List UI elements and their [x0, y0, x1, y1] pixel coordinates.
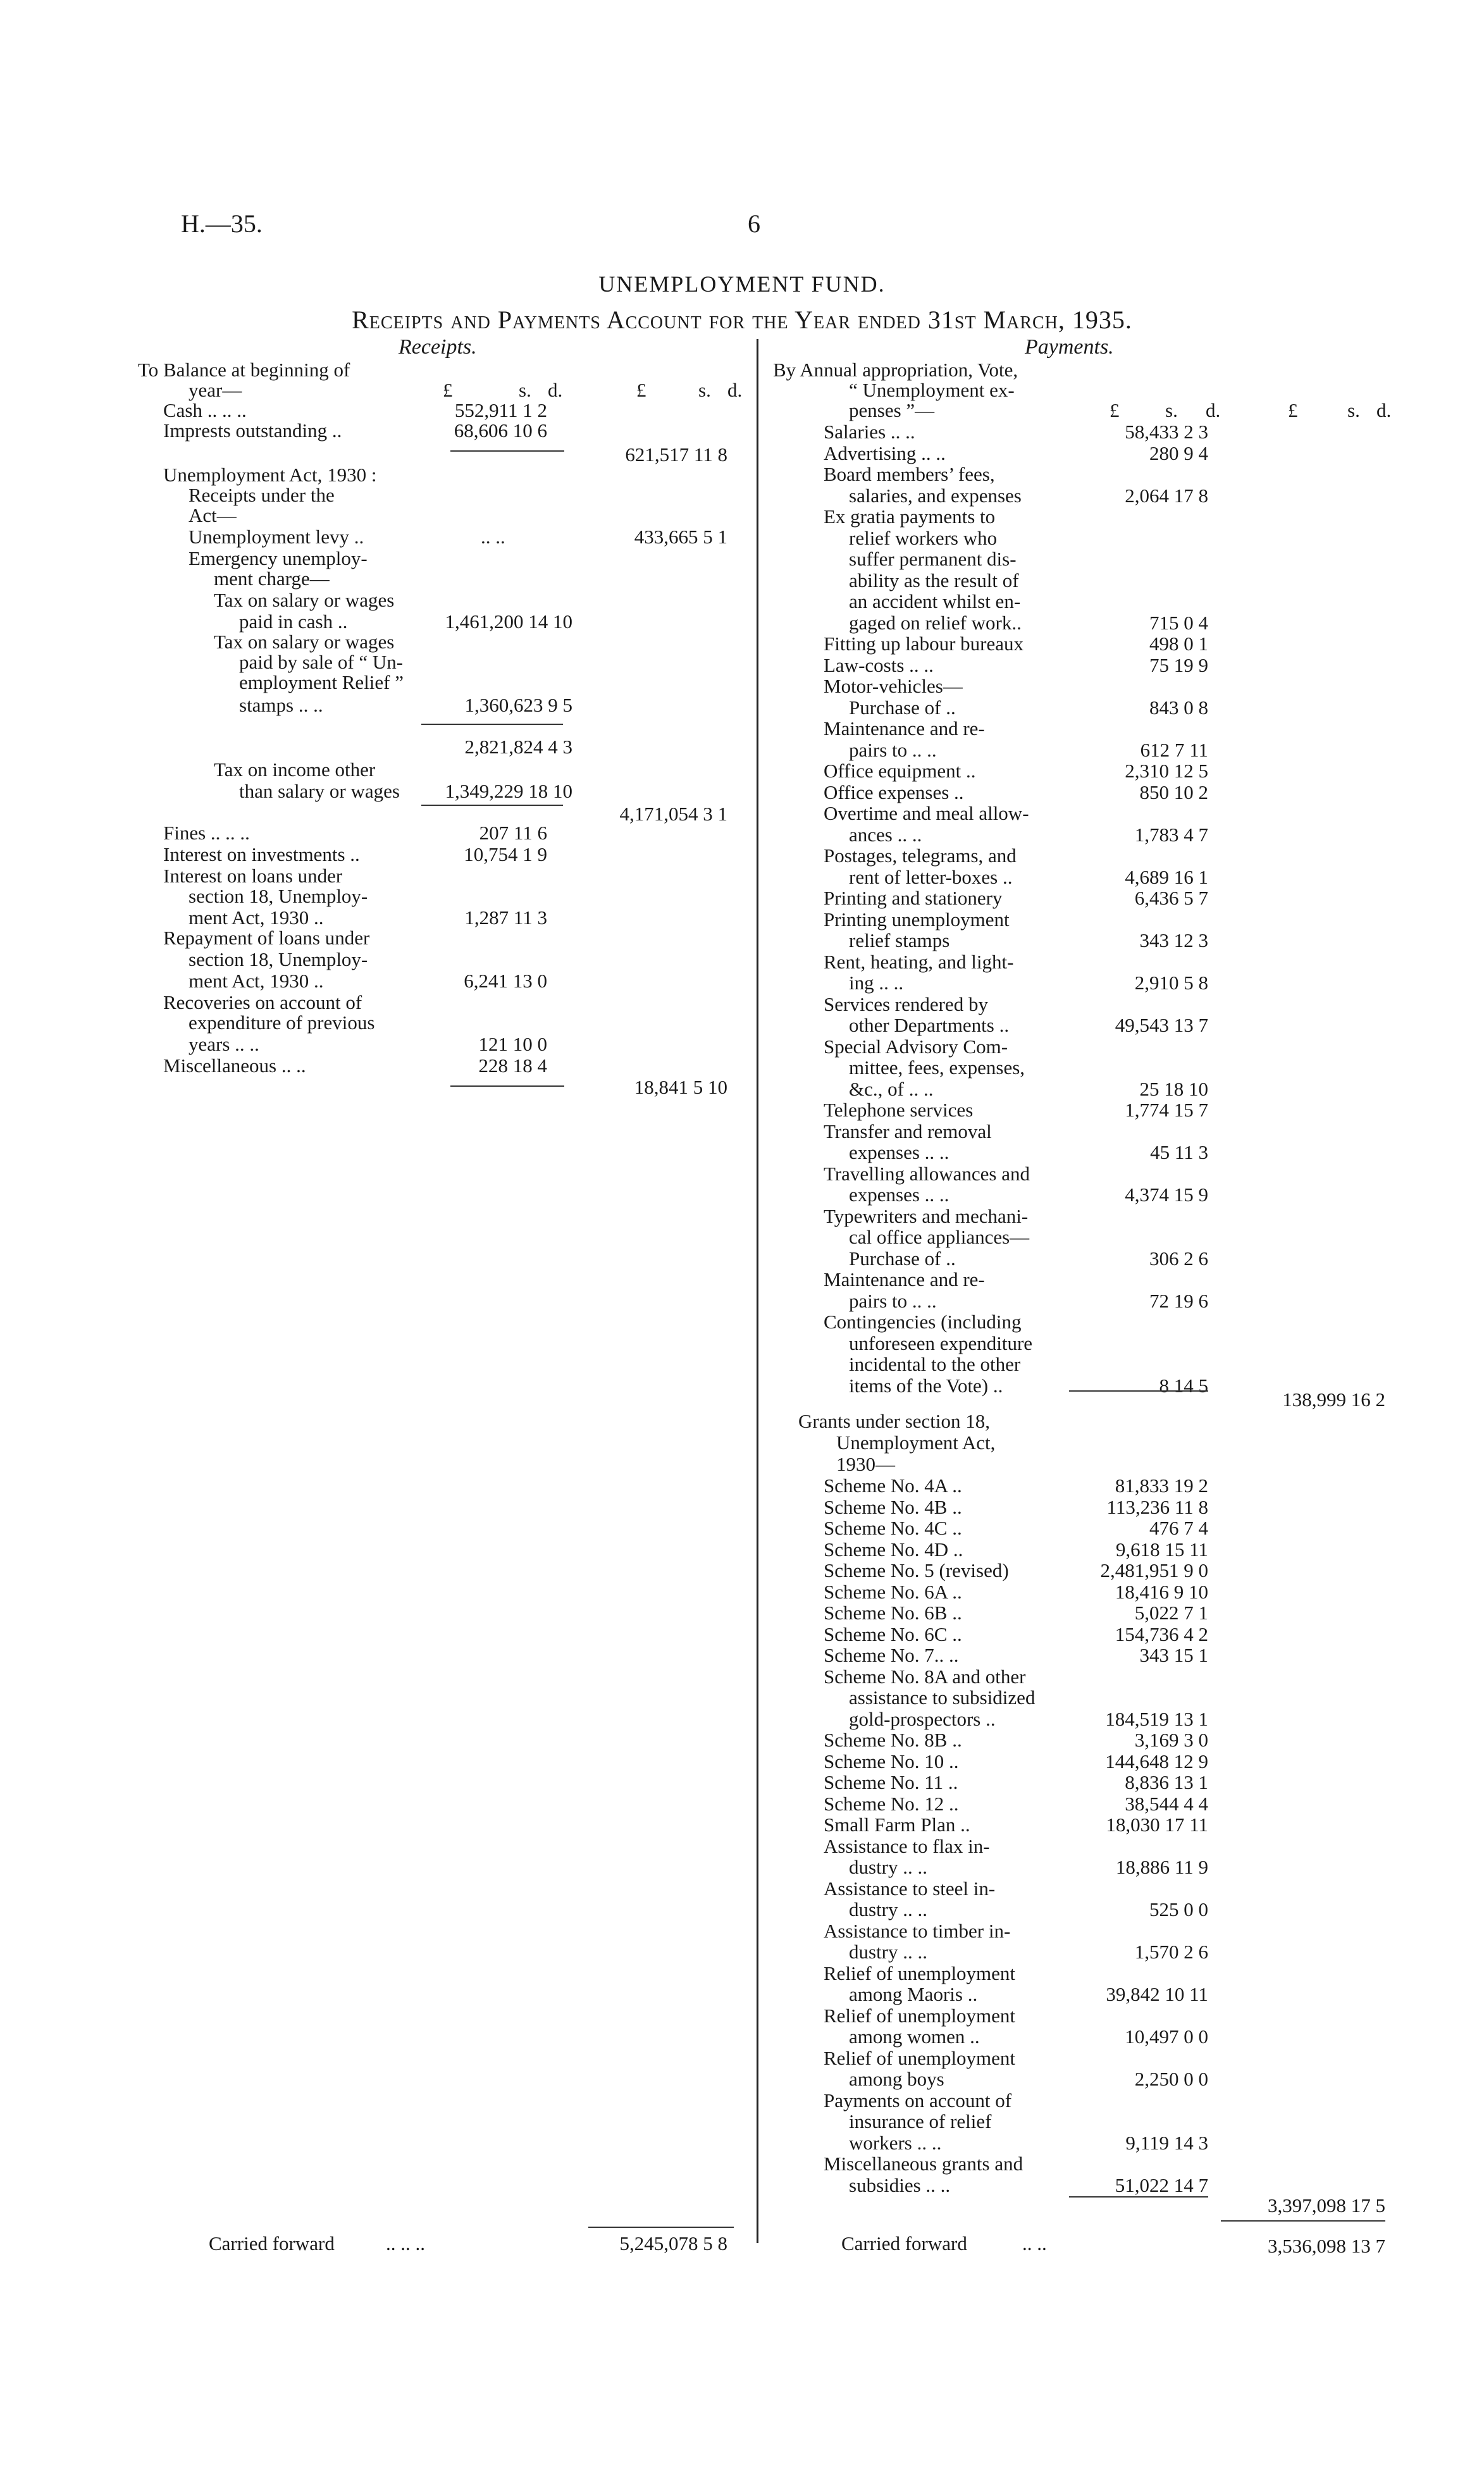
grant-item-label: Assistance to timber in- [824, 1919, 1011, 1942]
misc-label: Miscellaneous .. .. [163, 1054, 306, 1077]
payments-carried-forward-label: Carried forward [841, 2232, 967, 2254]
vote-item-amount: 1,774 15 7 [1125, 1099, 1208, 1121]
vote-item-label: pairs to .. .. [849, 1289, 937, 1312]
vote-item-label: Overtime and meal allow- [824, 802, 1029, 824]
act-label-2: Receipts under the [189, 484, 335, 506]
grant-item-label: Scheme No. 5 (revised) [824, 1559, 1009, 1581]
vote-item-label: other Departments .. [849, 1014, 1010, 1036]
grant-item-label: assistance to subsidized [849, 1686, 1036, 1709]
payments-col-d: d. [1206, 399, 1221, 421]
recoveries-amount: 121 10 0 [478, 1033, 547, 1055]
grant-item-label: dustry .. .. [849, 1856, 927, 1878]
emergency-label-2: ment charge— [214, 567, 330, 590]
grants-intro-2: Unemployment Act, [836, 1431, 996, 1454]
tax-stamps-label-4: stamps .. .. [239, 694, 323, 716]
misc-amount: 228 18 4 [478, 1054, 547, 1077]
grant-item-label: Scheme No. 6C .. [824, 1623, 962, 1645]
grant-item-label: Payments on account of [824, 2089, 1012, 2111]
vote-item-amount: 2,064 17 8 [1125, 484, 1208, 507]
vote-item-label: salaries, and expenses [849, 484, 1022, 507]
vote-item-amount: 715 0 4 [1149, 611, 1208, 634]
payments-col-pound: £ [1110, 399, 1120, 421]
vote-item-amount: 498 0 1 [1149, 633, 1208, 655]
grant-item-amount: 1,570 2 6 [1134, 1941, 1208, 1963]
vote-item-label: Transfer and removal [824, 1120, 992, 1142]
vote-item-amount: 280 9 4 [1149, 442, 1208, 464]
rule [421, 724, 563, 725]
receipts-col-d: d. [548, 379, 563, 401]
vote-item-label: expenses .. .. [849, 1184, 949, 1206]
grant-item-amount: 39,842 10 11 [1106, 1983, 1208, 2005]
grant-item-amount: 9,119 14 3 [1125, 2131, 1208, 2154]
vote-item-label: relief workers who [849, 526, 998, 549]
vote-item-label: items of the Vote) .. [849, 1374, 1003, 1397]
rule [588, 2227, 734, 2228]
grant-item-amount: 144,648 12 9 [1105, 1750, 1208, 1772]
vote-item-amount: 306 2 6 [1149, 1247, 1208, 1270]
page-number: 6 [748, 209, 760, 238]
grant-item-amount: 38,544 4 4 [1125, 1792, 1208, 1815]
grants-intro-3: 1930— [836, 1453, 895, 1475]
rule [1069, 2196, 1208, 2198]
grant-item-label: Scheme No. 10 .. [824, 1750, 959, 1772]
vote-item-label: Ex gratia payments to [824, 505, 996, 528]
receipts-col-d-2: d. [727, 379, 743, 401]
tax-cash-label: Tax on salary or wages [214, 589, 395, 611]
vote-item-amount: 843 0 8 [1149, 696, 1208, 719]
vote-item-label: Office expenses .. [824, 781, 964, 803]
vote-item-amount: 850 10 2 [1139, 781, 1208, 803]
interest-loans-amount: 1,287 11 3 [464, 906, 547, 929]
grant-item-label: Scheme No. 8B .. [824, 1729, 962, 1751]
vote-item-label: suffer permanent dis- [849, 548, 1017, 570]
recoveries-label: Recoveries on account of [163, 991, 362, 1013]
vote-item-label: unforeseen expenditure [849, 1332, 1033, 1354]
tax-income-label: Tax on income other [214, 758, 376, 781]
vote-item-label: Maintenance and re- [824, 717, 985, 739]
tax-income-amount: 1,349,229 18 10 [445, 780, 572, 802]
grant-item-label: dustry .. .. [849, 1941, 927, 1963]
carried-forward-dots: .. .. .. [386, 2232, 425, 2254]
vote-item-label: Contingencies (including [824, 1311, 1022, 1333]
grant-item-label: Miscellaneous grants and [824, 2153, 1023, 2175]
grant-item-label: Scheme No. 4D .. [824, 1538, 963, 1561]
repayment-label-2: section 18, Unemploy- [189, 948, 368, 970]
grants-intro: Grants under section 18, [798, 1410, 991, 1432]
vote-item-label: Advertising .. .. [824, 442, 946, 464]
account-title: Receipts and Payments Account for the Year ended 31st March, 1935. [352, 306, 1132, 334]
vote-item-amount: 8 14 5 [1159, 1374, 1208, 1397]
levy-dots: .. .. [481, 526, 505, 548]
emergency-label: Emergency unemploy- [189, 547, 368, 569]
grant-item-label: Scheme No. 11 .. [824, 1771, 958, 1793]
tax-cash-label-2: paid in cash .. [239, 610, 348, 633]
cash-amount: 552,911 1 2 [454, 399, 547, 421]
vote-item-amount: 612 7 11 [1140, 738, 1208, 761]
balance-label-cont: year— [189, 379, 242, 401]
vote-item-amount: 72 19 6 [1149, 1289, 1208, 1312]
vote-item-label: Office equipment .. [824, 760, 976, 782]
grant-item-label: gold-prospectors .. [849, 1707, 996, 1730]
vote-item-label: ances .. .. [849, 823, 922, 846]
vote-item-label: Purchase of .. [849, 696, 956, 719]
vote-item-label: Salaries .. .. [824, 421, 915, 443]
vote-item-amount: 25 18 10 [1139, 1077, 1208, 1100]
vote-item-label: Printing unemployment [824, 908, 1010, 930]
rule [450, 450, 564, 452]
grant-item-label: insurance of relief [849, 2110, 992, 2132]
grant-item-label: Scheme No. 4A .. [824, 1474, 962, 1497]
grant-item-label: among boys [849, 2068, 944, 2090]
vote-item-amount: 75 19 9 [1149, 653, 1208, 676]
vote-item-label: Board members’ fees, [824, 463, 995, 485]
receipts-carried-forward: 5,245,078 5 8 [619, 2232, 727, 2254]
grant-item-amount: 343 15 1 [1139, 1644, 1208, 1666]
vote-item-label: Purchase of .. [849, 1247, 956, 1270]
vote-item-label: &c., of .. .. [849, 1077, 934, 1100]
repayment-amount: 6,241 13 0 [464, 970, 547, 992]
recoveries-label-2: expenditure of previous [189, 1011, 375, 1034]
vote-total: 138,999 16 2 [1282, 1388, 1385, 1411]
payments-intro-3: penses ”— [849, 399, 935, 421]
vote-item-label: Services rendered by [824, 992, 988, 1015]
grant-item-label: Scheme No. 12 .. [824, 1792, 959, 1815]
vote-item-amount: 58,433 2 3 [1125, 421, 1208, 443]
vote-item-amount: 6,436 5 7 [1134, 887, 1208, 909]
vote-item-label: Fitting up labour bureaux [824, 633, 1023, 655]
vote-item-amount: 343 12 3 [1139, 929, 1208, 951]
vote-item-label: expenses .. .. [849, 1141, 949, 1163]
tax-stamps-label-3: employment Relief ” [239, 671, 404, 693]
receipts-col-pound: £ [443, 379, 453, 401]
grant-item-amount: 18,030 17 11 [1106, 1814, 1208, 1836]
imprests-amount: 68,606 10 6 [454, 419, 547, 442]
grant-item-amount: 9,618 15 11 [1115, 1538, 1208, 1561]
grant-item-label: subsidies .. .. [849, 2173, 951, 2196]
vote-item-label: Travelling allowances and [824, 1162, 1030, 1185]
grant-item-amount: 3,169 3 0 [1134, 1729, 1208, 1751]
receipts-col-pound-2: £ [636, 379, 646, 401]
grant-item-amount: 8,836 13 1 [1125, 1771, 1208, 1793]
grant-item-amount: 51,022 14 7 [1115, 2173, 1208, 2196]
vote-item-amount: 2,310 12 5 [1125, 760, 1208, 782]
fines-amount: 207 11 6 [479, 822, 547, 844]
vote-item-label: Postages, telegrams, and [824, 844, 1017, 867]
payments-intro-2: “ Unemployment ex- [849, 379, 1015, 401]
column-divider [757, 339, 758, 2243]
rule [421, 805, 563, 806]
vote-item-amount: 4,374 15 9 [1125, 1184, 1208, 1206]
interest-loans-label-2: section 18, Unemploy- [189, 885, 368, 907]
fines-label: Fines .. .. .. [163, 822, 250, 844]
grant-item-amount: 2,250 0 0 [1134, 2068, 1208, 2090]
vote-item-label: Motor-vehicles— [824, 675, 963, 697]
rule [450, 1085, 564, 1087]
grant-item-label: Scheme No. 6A .. [824, 1580, 962, 1603]
grant-item-label: Scheme No. 4B .. [824, 1495, 962, 1518]
act-label-3: Act— [189, 504, 237, 526]
payments-col-s: s. [1165, 399, 1178, 421]
tax-subtotal: 2,821,824 4 3 [464, 736, 572, 758]
vote-item-amount: 1,783 4 7 [1134, 823, 1208, 846]
vote-item-label: Telephone services [824, 1099, 974, 1121]
payments-col-d-2: d. [1376, 399, 1392, 421]
grant-item-label: workers .. .. [849, 2131, 942, 2154]
vote-item-label: incidental to the other [849, 1353, 1021, 1375]
payments-col-s-2: s. [1347, 399, 1360, 421]
tax-cash-amount: 1,461,200 14 10 [445, 610, 572, 633]
carried-forward-label: Carried forward [209, 2232, 335, 2254]
repayment-label: Repayment of loans under [163, 927, 370, 949]
vote-item-amount: 4,689 16 1 [1125, 865, 1208, 888]
grant-item-label: Small Farm Plan .. [824, 1814, 970, 1836]
vote-item-label: cal office appliances— [849, 1226, 1030, 1248]
vote-item-label: ability as the result of [849, 569, 1019, 591]
grant-item-label: Scheme No. 4C .. [824, 1517, 962, 1539]
grant-item-amount: 18,886 11 9 [1115, 1856, 1208, 1878]
grant-item-amount: 18,416 9 10 [1115, 1580, 1208, 1603]
interest-investments-amount: 10,754 1 9 [464, 843, 547, 865]
vote-item-label: Law-costs .. .. [824, 653, 934, 676]
vote-item-amount: 45 11 3 [1150, 1141, 1208, 1163]
grant-item-label: Scheme No. 6B .. [824, 1602, 962, 1624]
vote-item-label: Maintenance and re- [824, 1268, 985, 1290]
grant-item-label: Scheme No. 8A and other [824, 1665, 1026, 1688]
receipts-col-s-2: s. [698, 379, 711, 401]
vote-item-amount: 2,910 5 8 [1134, 972, 1208, 994]
vote-item-label: rent of letter-boxes .. [849, 865, 1013, 888]
grant-item-label: Relief of unemployment [824, 2046, 1016, 2069]
grant-item-amount: 5,022 7 1 [1134, 1602, 1208, 1624]
vote-item-label: Rent, heating, and light- [824, 950, 1014, 973]
page-reference: H.—35. [181, 209, 263, 238]
grant-item-amount: 525 0 0 [1149, 1898, 1208, 1920]
grant-item-amount: 154,736 4 2 [1115, 1623, 1208, 1645]
interest-loans-label: Interest on loans under [163, 865, 343, 887]
grant-item-label: Relief of unemployment [824, 2004, 1016, 2027]
act-label: Unemployment Act, 1930 : [163, 464, 377, 486]
grant-item-label: Assistance to flax in- [824, 1834, 990, 1857]
balance-label: To Balance at beginning of [138, 359, 350, 381]
fund-title: UNEMPLOYMENT FUND. [598, 271, 886, 297]
emergency-total: 4,171,054 3 1 [619, 803, 727, 825]
vote-item-label: ing .. .. [849, 972, 904, 994]
receipts-col-s: s. [519, 379, 531, 401]
receipts-heading: Receipts. [399, 335, 477, 359]
grant-item-amount: 476 7 4 [1149, 1517, 1208, 1539]
levy-label: Unemployment levy .. [189, 526, 364, 548]
recoveries-label-3: years .. .. [189, 1033, 259, 1055]
grant-item-amount: 81,833 19 2 [1115, 1474, 1208, 1497]
grant-item-label: Assistance to steel in- [824, 1877, 996, 1900]
vote-item-label: Typewriters and mechani- [824, 1204, 1029, 1227]
interest-loans-label-3: ment Act, 1930 .. [189, 906, 324, 929]
grant-item-label: Scheme No. 7.. .. [824, 1644, 959, 1666]
vote-item-label: pairs to .. .. [849, 738, 937, 761]
imprests-label: Imprests outstanding .. [163, 419, 342, 442]
tax-income-label-2: than salary or wages [239, 780, 400, 802]
misc-total: 18,841 5 10 [634, 1076, 727, 1098]
interest-investments-label: Interest on investments .. [163, 843, 360, 865]
payments-col-pound-2: £ [1288, 399, 1298, 421]
grant-item-amount: 113,236 11 8 [1106, 1495, 1208, 1518]
tax-stamps-label-2: paid by sale of “ Un- [239, 651, 404, 673]
payments-intro: By Annual appropriation, Vote, [773, 359, 1018, 381]
rule [1221, 2220, 1385, 2222]
tax-stamps-amount: 1,360,623 9 5 [464, 694, 572, 716]
vote-item-label: mittee, fees, expenses, [849, 1056, 1025, 1079]
rule [1069, 1390, 1208, 1392]
tax-stamps-label: Tax on salary or wages [214, 631, 395, 653]
grant-item-label: Relief of unemployment [824, 1962, 1016, 1984]
vote-item-amount: 49,543 13 7 [1115, 1014, 1208, 1036]
grants-total: 3,397,098 17 5 [1268, 2194, 1385, 2216]
payments-carried-forward: 3,536,098 13 7 [1268, 2235, 1385, 2257]
levy-total: 433,665 5 1 [634, 526, 727, 548]
vote-item-label: an accident whilst en- [849, 590, 1021, 612]
vote-item-label: Special Advisory Com- [824, 1035, 1008, 1058]
payments-carried-forward-dots: .. .. [1022, 2232, 1047, 2254]
grant-item-label: among women .. [849, 2025, 980, 2048]
balance-total: 621,517 11 8 [625, 443, 727, 466]
grant-item-label: among Maoris .. [849, 1983, 978, 2005]
grant-item-amount: 2,481,951 9 0 [1100, 1559, 1208, 1581]
grant-item-amount: 10,497 0 0 [1125, 2025, 1208, 2048]
vote-item-label: relief stamps [849, 929, 950, 951]
grant-item-label: dustry .. .. [849, 1898, 927, 1920]
grant-item-amount: 184,519 13 1 [1105, 1707, 1208, 1730]
vote-item-label: gaged on relief work.. [849, 611, 1022, 634]
vote-item-label: Printing and stationery [824, 887, 1003, 909]
payments-heading: Payments. [1025, 335, 1114, 359]
repayment-label-3: ment Act, 1930 .. [189, 970, 324, 992]
cash-label: Cash .. .. .. [163, 399, 247, 421]
